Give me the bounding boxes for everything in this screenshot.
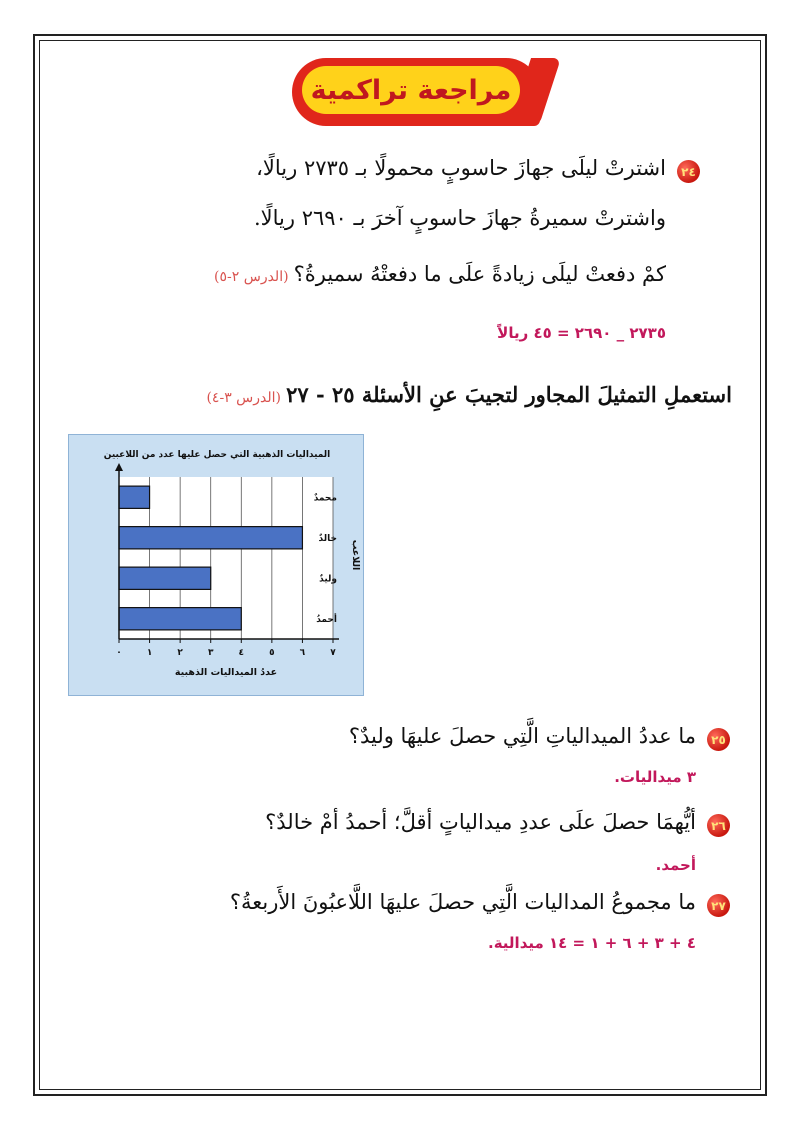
q24-answer: ٢٧٣٥ _ ٢٦٩٠ = ٤٥ ريالاً — [497, 324, 666, 342]
chart-x-tick-label: ٧ — [330, 648, 336, 658]
chart-category-label: وليدٌ — [319, 574, 337, 585]
chart-x-tick-label: ٠ — [116, 648, 122, 658]
question-number-27-icon: ٢٧ — [707, 894, 730, 917]
q24-line3: كمْ دفعتْ ليلَى زيادةً علَى ما دفعتْهُ سميرةُ؟ — [293, 262, 666, 286]
question-number-26-icon: ٢٦ — [707, 814, 730, 837]
chart-category-label: محمدٌ — [313, 493, 337, 504]
q24-line2: واشترتْ سميرةُ جهازَ حاسوبٍ آخرَ بـ ٢٦٩٠ ريالًا. — [253, 206, 666, 230]
chart-x-tick-label: ٤ — [238, 648, 245, 658]
q25-answer: ٣ ميداليات. — [614, 768, 696, 786]
chart-bar — [119, 608, 241, 630]
chart-category-label: أحمدُ — [316, 614, 337, 625]
q27-text: ما مجموعُ المداليات الَّتِي حصلَ عليهَا اللَّاعبُونَ الأَربعةُ؟ — [229, 890, 696, 914]
chart-bar — [119, 486, 150, 508]
chart-x-tick-label: ١ — [146, 648, 153, 658]
instruction-row — [206, 382, 732, 407]
chart-x-axis-label: عددُ الميداليات الذهبية — [174, 667, 278, 678]
q24-lesson-ref: (الدرس ٢-٥) — [214, 269, 289, 285]
chart-category-label: خالدٌ — [318, 533, 337, 544]
q26-text: أيُّهمَا حصلَ علَى عددِ ميدالياتٍ أقلَّ؛ أحمدُ أمْ خالدٌ؟ — [265, 810, 696, 834]
q24-line1: اشترتْ ليلَى جهازَ حاسوبٍ محمولًا بـ ٢٧٣٥ ريالًا، — [256, 156, 666, 180]
question-number-24-icon: ٢٤ — [677, 160, 700, 183]
instruction-text: استعملِ التمثيلَ المجاور لتجيبَ عنِ الأسئلة ٢٥ - ٢٧ — [286, 382, 732, 407]
chart-x-tick-label: ٦ — [299, 648, 306, 658]
question-number-25-icon: ٢٥ — [707, 728, 730, 751]
chart-x-tick-label: ٥ — [269, 648, 275, 658]
q27-answer: ٤ + ٣ + ٦ + ١ = ١٤ ميدالية. — [488, 934, 696, 952]
chart-bar — [119, 527, 302, 549]
chart-y-axis-arrow — [115, 463, 123, 471]
q24-line3-row — [214, 262, 666, 286]
section-title-tab — [292, 58, 540, 126]
chart-title: الميداليات الذهبية التي حصل عليها عدد من اللاعبين — [103, 450, 331, 460]
chart-y-axis-label: اللاعب — [350, 539, 361, 571]
chart-bar — [119, 567, 211, 589]
chart-svg — [69, 435, 365, 697]
chart-x-tick-label: ٣ — [207, 648, 214, 658]
medals-bar-chart — [68, 434, 364, 696]
section-title: مراجعة تراكمية — [310, 74, 512, 106]
q25-text: ما عددُ الميدالياتِ الَّتِي حصلَ عليهَا وليدٌ؟ — [348, 724, 696, 748]
chart-x-tick-label: ٢ — [177, 648, 183, 658]
q26-answer: أحمد. — [655, 856, 696, 874]
instruction-lesson-ref: (الدرس ٣-٤) — [206, 390, 281, 406]
